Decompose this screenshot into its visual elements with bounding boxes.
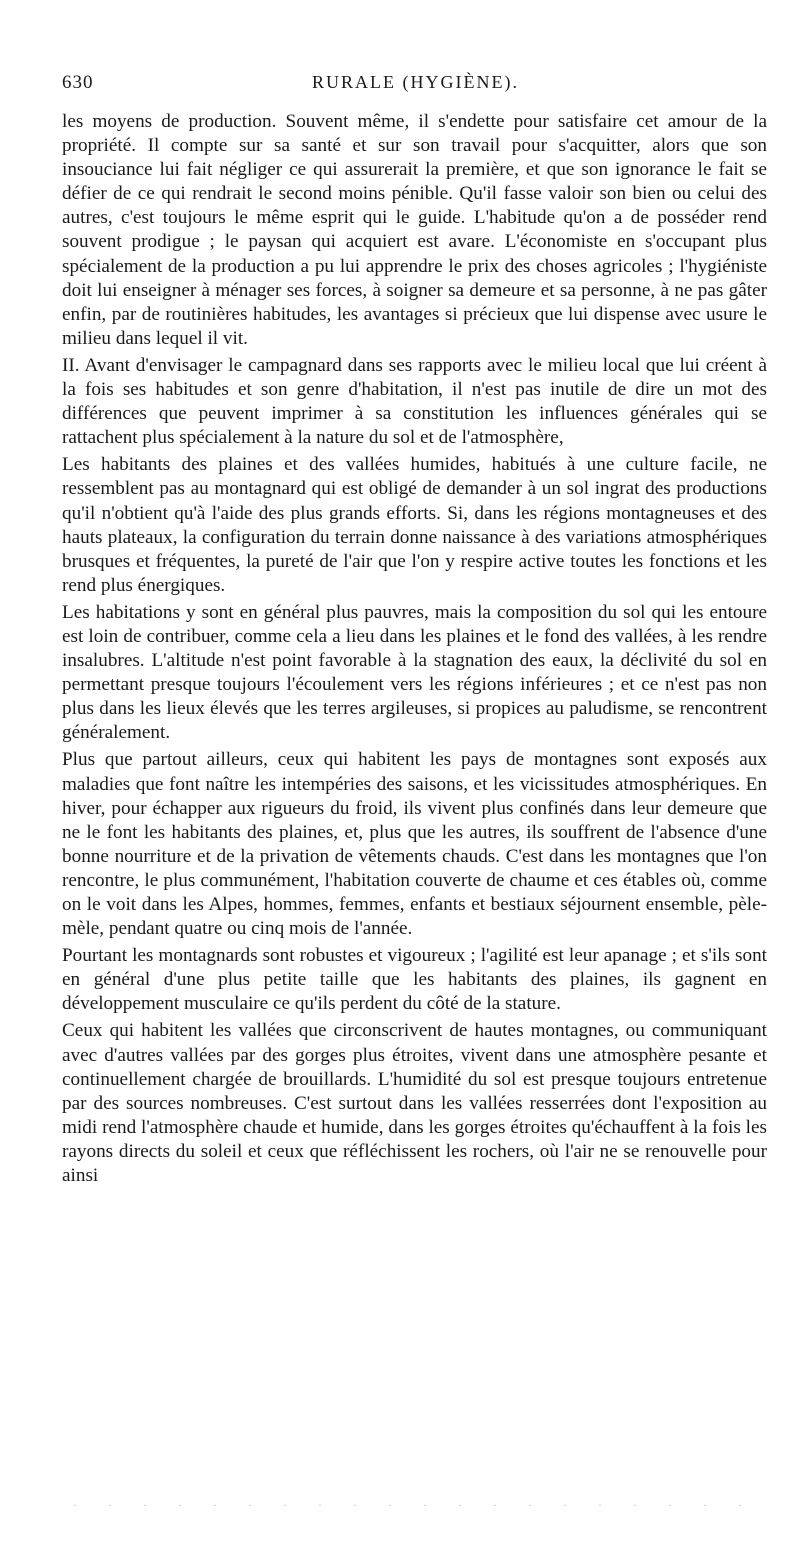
paragraph-plains-mountains: Les habitants des plaines et des vallées humides, habitués à une culture facile, ne ressemblent pas au montagnard qui est obligé de demander à un sol ingrat des productions qu'il n'obtient qu'à l'aide des plus grands efforts. Si, dans les régions montagneuses et des hauts plateaux, la configuration du terrain donne naissance à des variations atmosphériques brusques et fréquentes, la pureté de l'air que l'on y respire active toutes les fonctions et les rend plus énergiques.	[62, 454, 767, 596]
running-title: RURALE (HYGIÈNE).	[312, 72, 519, 92]
paragraph-section-ii: II. Avant d'envisager le campagnard dans ses rapports avec le milieu local que lui créent à la fois ses habitudes et son genre d'habitation, il n'est pas inutile de dire un mot des différences que peuvent imprimer à sa constitution les influences générales qui se rattachent plus spécialement à la nature du sol et de l'atmosphère,	[62, 354, 767, 449]
paragraph-montagnards-robust: Pourtant les montagnards sont robustes et vigoureux ; l'agilité est leur apanage ; et s'ils sont en général d'une plus petite taille que les habitants des plaines, ils gagnent en développement musculaire ce qu'ils perdent du côté de la stature.	[62, 945, 767, 1015]
bleed-through-marks: · · · · · · · · · · · · · · · · · · · ·	[73, 1498, 756, 1512]
running-head	[62, 72, 762, 102]
paragraph-exposure-diseases: Plus que partout ailleurs, ceux qui habitent les pays de montagnes sont exposés aux maladies que font naître les intempéries des saisons, et les vicissitudes atmosphériques. En hiver, pour échapper aux rigueurs du froid, ils vivent plus confinés dans leur demeure que ne le font les habitants des plaines, et, plus que les autres, ils souffrent de l'absence d'une bonne nourriture et de la privation de vêtements chauds. C'est dans les montagnes que l'on rencontre, le plus communément, l'habitation couverte de chaume et ces étables où, comme on le voit dans les Alpes, hommes, femmes, enfants et bestiaux séjournent ensemble, pèle-mèle, pendant quatre ou cinq mois de l'année.	[62, 749, 767, 940]
paragraph-valleys: Ceux qui habitent les vallées que circonscrivent de hautes montagnes, ou communiquant avec d'autres vallées par des gorges plus étroites, vivent dans une atmosphère pesante et continuellement chargée de brouillards. L'humidité du sol est presque toujours entretenue par des sources nombreuses. C'est surtout dans les vallées resserrées dont l'exposition au midi rend l'atmosphère chaude et humide, dans les gorges étroites qu'échauffent à la fois les rayons directs du soleil et ceux que réfléchissent les rochers, où l'air ne se renouvelle pour ainsi	[62, 1020, 767, 1187]
page-number: 630	[62, 72, 94, 93]
paragraph-habitations: Les habitations y sont en général plus pauvres, mais la composition du sol qui les entoure est loin de contribuer, comme cela a lieu dans les plaines et le fond des vallées, à les rendre insalubres. L'altitude n'est point favorable à la stagnation des eaux, la déclivité du sol en permettant presque toujours l'écoulement vers les régions inférieures ; et ce n'est pas non plus dans les lieux élevés que les terres argileuses, si propices au paludisme, se rencontrent généralement.	[62, 601, 767, 744]
body-text	[62, 110, 767, 1188]
paragraph-continuation: les moyens de production. Souvent même, il s'endette pour satisfaire cet amour de la propriété. Il compte sur sa santé et sur son travail pour s'acquitter, alors que son insouciance lui fait négliger ce qui assurerait la première, et que son ignorance le fait se défier de ce qui rendrait le second moins pénible. Qu'il fasse valoir son bien ou celui des autres, c'est toujours le même esprit qui le guide. L'habitude qu'on a de posséder rend souvent prodigue ; le paysan qui acquiert est avare. L'économiste en s'occupant plus spécialement de la production a pu lui apprendre le prix des choses agricoles ; l'hygiéniste doit lui enseigner à ménager ses forces, à soigner sa demeure et sa personne, à ne pas gâter enfin, par de routinières habitudes, les avantages si précieux que lui dispense avec usure le milieu dans lequel il vit.	[62, 111, 767, 349]
